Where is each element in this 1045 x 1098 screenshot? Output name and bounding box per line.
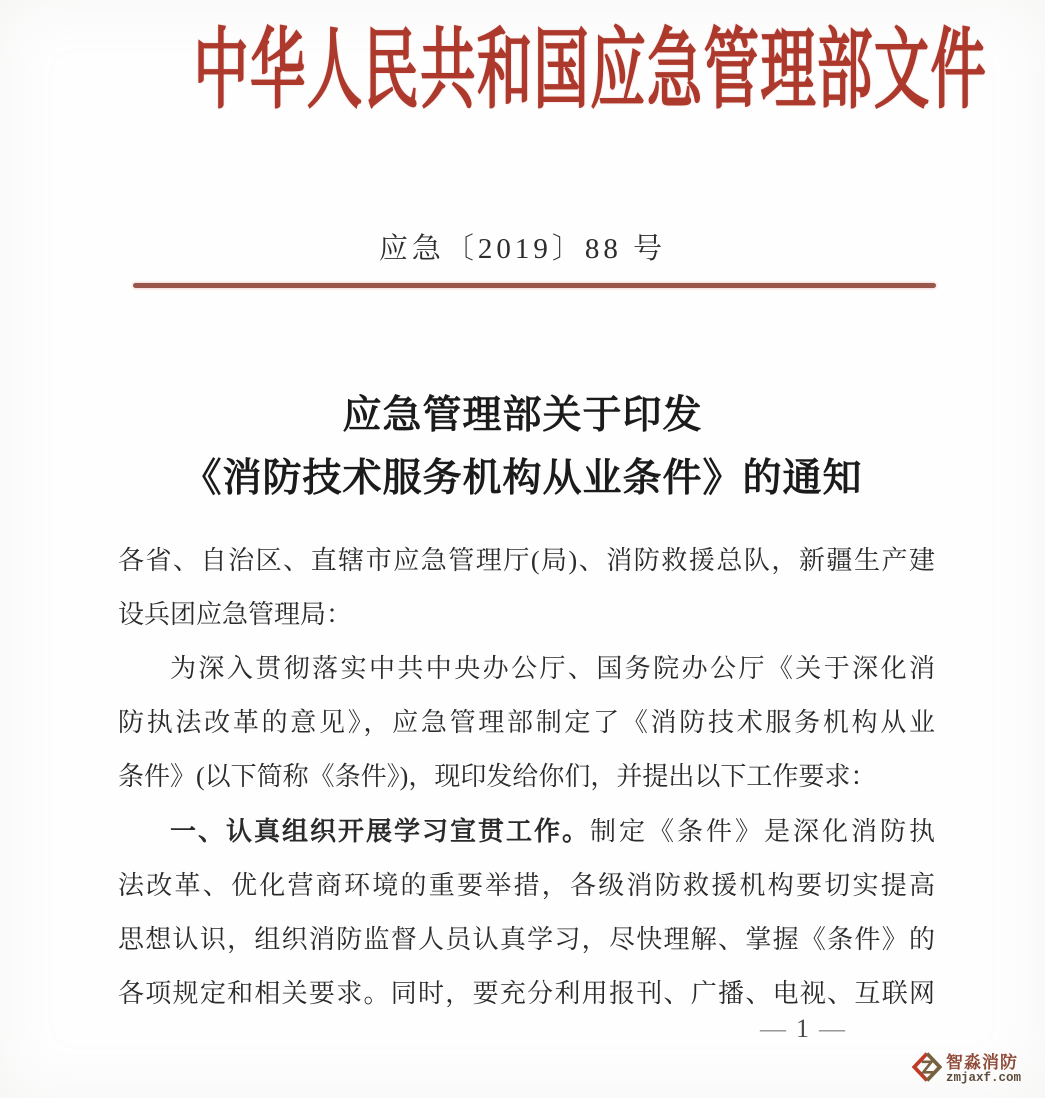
document-title xyxy=(0,384,1045,510)
document-number: 应急〔2019〕88 号 xyxy=(378,233,667,265)
document-title-line1: 应急管理部关于印发 xyxy=(342,394,703,437)
red-divider-line xyxy=(133,283,936,288)
body-line xyxy=(118,750,935,804)
body-text: 条件》(以下简称《条件》)，现印发给你们，并提出以下工作要求： xyxy=(118,762,877,791)
letterhead-title: 中华人民共和国应急管理部文件 xyxy=(193,23,988,120)
body-line xyxy=(118,913,935,967)
watermark-site-url: zmjaxf.com xyxy=(945,1070,1021,1085)
body-text: 设兵团应急管理局： xyxy=(118,600,353,629)
watermark-logo-icon xyxy=(912,1051,942,1088)
body-line xyxy=(118,967,935,1021)
page-number-value: 1 xyxy=(796,1014,811,1043)
document-title-line2: 《消防技术服务机构从业条件》的通知 xyxy=(182,457,863,500)
body-line xyxy=(118,859,935,913)
body-line xyxy=(118,696,935,750)
body-text: 各项规定和相关要求。同时，要充分利用报刊、广播、电视、互联网 xyxy=(118,979,935,1008)
body-text-bold: 一、认真组织开展学习宣贯工作。 xyxy=(170,816,590,846)
body-line xyxy=(118,588,935,642)
body-line xyxy=(118,804,935,859)
body-text: 制定《条件》是深化消防执 xyxy=(589,817,935,846)
body-text: 为深入贯彻落实中共中央办公厅、国务院办公厅《关于深化消 xyxy=(170,654,935,683)
body-text: 思想认识，组织消防监督人员认真学习，尽快理解、掌握《条件》的 xyxy=(118,925,935,954)
body-line xyxy=(118,642,935,696)
body-text: 各省、自治区、直辖市应急管理厅(局)、消防救援总队，新疆生产建 xyxy=(118,546,935,575)
document-body xyxy=(118,534,935,1021)
body-text: 防执法改革的意见》，应急管理部制定了《消防技术服务机构从业 xyxy=(118,708,935,737)
watermark xyxy=(912,1051,1021,1088)
watermark-text xyxy=(946,1054,1021,1085)
page-number-dash-left: — xyxy=(760,1014,788,1043)
page-number xyxy=(752,1014,855,1044)
body-text: 法改革、优化营商环境的重要举措，各级消防救援机构要切实提高 xyxy=(118,871,935,900)
body-line xyxy=(118,534,935,588)
watermark-brand-name: 智淼消防 xyxy=(945,1053,1018,1073)
page-number-dash-right: — xyxy=(819,1014,847,1043)
